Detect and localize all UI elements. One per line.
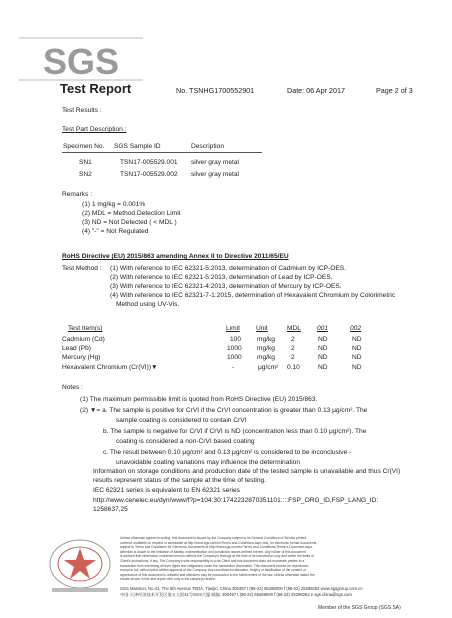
test-method-line: (3) With reference to IEC 62321-4:2013, determination of Mercury by ICP-OES.	[110, 283, 342, 290]
sgs-logo	[19, 36, 143, 82]
results-header-unit: Unit	[256, 325, 268, 332]
table-row-cell: 2	[291, 345, 295, 352]
table-row-cell: SN1	[79, 159, 92, 166]
test-method-line: Method using UV-Vis.	[116, 301, 180, 308]
note-2a-cont: sample coating is considered to contain CrVI	[116, 417, 247, 424]
table-row-cell: Hexavalent Chromium (Cr(VI))▼	[62, 364, 158, 371]
specimen-divider	[62, 152, 262, 153]
disclaimer-line: Unless otherwise agreed in writing, this document is issued by the Company subject to its General Conditions of Service printed	[120, 536, 307, 540]
member-line: Member of the SGS Group (SGS SA)	[318, 605, 401, 611]
remark-item: (2) MDL = Method Detection Limit	[82, 210, 181, 217]
table-row-cell: ND	[352, 364, 362, 371]
test-method-line: (1) With reference to IEC 62321-5:2013, determination of Cadmium by ICP-OES.	[110, 265, 347, 272]
results-header-limit: Limit	[226, 325, 240, 332]
report-number: No. TSNHG1700552901	[176, 86, 255, 95]
results-header-002: 002	[350, 325, 362, 332]
disclaimer-line: overleaf, available on request or accessible at http://www.sgs.com/en/Terms-and-Conditions.aspx and, for electronic format documents,	[120, 540, 318, 545]
disclaimer-line: results shown in this test report refer only to the sample(s) tested.	[120, 577, 216, 582]
note-2b: b. The sample is negative for CrVI if CrVI is ND (concentration less than 0.10 μg/cm²). The	[103, 428, 367, 435]
table-row-cell: silver gray metal	[191, 171, 240, 178]
table-row-cell: ND	[318, 336, 328, 343]
table-row-cell: ND	[318, 354, 328, 361]
notes-label: Notes :	[62, 384, 83, 391]
table-row-cell: ND	[352, 336, 362, 343]
rohs-heading: RoHS Directive (EU) 2015/863 amending Annex II to Directive 2011/65/EU	[62, 253, 289, 260]
sgs-stamp	[44, 534, 116, 598]
storage-info: Information on storage conditions and production date of the tested sample is unavailable and thus Cr(VI)	[93, 468, 401, 475]
cenelec-link-cont: 1258637,25	[93, 506, 128, 513]
table-row-cell: silver gray metal	[191, 159, 240, 166]
results-header-item: Test Item(s)	[68, 325, 103, 332]
cenelec-link[interactable]: http://www.cenelec.eu/dyn/www/f?p=104:30:1742232870351101::::FSP_ORG_ID,FSP_LANG_ID:	[93, 497, 379, 504]
note-2a: (2) ▼= a. The sample is positive for CrVI if the CrVI concentration is greater than 0.13 μg/cm². The	[80, 407, 368, 414]
specimen-header-no: Specimen No.	[63, 143, 105, 150]
test-method-line: (2) With reference to IEC 62321-5:2013, determination of Lead by ICP-OES.	[110, 274, 333, 281]
results-header-mdl: MDL	[287, 325, 301, 332]
table-row-cell: ND	[352, 345, 362, 352]
table-row-cell: 1000	[227, 345, 242, 352]
test-method-line: (4) With reference to IEC 62321-7-1:2015, determination of Hexavalent Chromium by Colorimetric	[110, 292, 396, 299]
disclaimer-line: except in full, without prior written approval of the Company. Any unauthorized alteration, forgery or falsification of the content or	[120, 568, 306, 573]
table-row-cell: Mercury (Hg)	[62, 354, 101, 361]
table-row-cell: Lead (Pb)	[62, 345, 91, 352]
results-header-001: 001	[317, 325, 329, 332]
note-2c-cont: unavoidable coating variations may influence the determination	[116, 459, 301, 466]
storage-info-cont: results represent status of the sample at the time of testing.	[93, 477, 266, 484]
table-row-cell: ND	[318, 345, 328, 352]
iec-equivalence: IEC 62321 series is equivalent to EN 62321 series	[93, 487, 240, 494]
report-date: Date: 06 Apr 2017	[287, 86, 345, 95]
remark-item: (3) ND = Not Detected ( < MDL )	[82, 219, 177, 226]
test-method-label: Test Method :	[62, 265, 102, 272]
disclaimer-line: transaction from exercising all their rights and obligations under the transaction documents. This document cannot be reproduced	[120, 563, 309, 568]
table-row-cell: Cadmium (Cd)	[62, 336, 105, 343]
table-row-cell: mg/kg	[257, 354, 275, 361]
table-row-cell: μg/cm²	[258, 364, 279, 371]
test-part-label: Test Part Description :	[62, 126, 127, 133]
note-1: (1) The maximum permissible limit is quoted from RoHS Directive (EU) 2015/863.	[80, 396, 318, 403]
remark-item: (1) 1 mg/kg = 0.001%	[82, 201, 146, 208]
disclaimer-line: appearance of this document is unlawful and offenders may be prosecuted to the fullest extent of the law. Unless otherwise stated the	[120, 572, 315, 577]
table-row-cell: 2	[291, 354, 295, 361]
disclaimer-line: is advised that information contained hereon reflects the Company's findings at the time of its intervention only and within the limits of	[120, 554, 314, 559]
table-row-cell: ND	[318, 364, 328, 371]
page-number: Page 2 of 3	[376, 86, 413, 95]
specimen-header-id: SGS Sample ID	[114, 143, 161, 150]
test-results-label: Test Results :	[62, 107, 102, 114]
table-row-cell: mg/kg	[257, 336, 275, 343]
table-row-cell: TSN17-005529.002	[120, 171, 178, 178]
specimen-header-desc: Description	[191, 143, 224, 150]
disclaimer-line: subject to Terms and Conditions for Electronic Documents at http://www.sgs.com/en/Terms-and-Conditions/Terms-e-Document.aspx.	[120, 545, 314, 550]
table-row-cell: SN2	[79, 171, 92, 178]
footer-disclaimer	[120, 536, 317, 582]
disclaimer-line: Client's instructions, if any. The Company's sole responsibility is to its Client and this document does not exonerate parties to a	[120, 558, 305, 563]
report-title: Test Report	[60, 81, 132, 96]
table-row-cell: TSN17-005529.001	[120, 159, 178, 166]
note-2c: c. The result between 0.10 μg/cm² and 0.13 μg/cm² is considered to be inconclusive -	[103, 449, 352, 456]
note-2b-cont: coating is considered a non-CrVI based coating	[116, 438, 255, 445]
remarks-label: Remarks :	[62, 191, 93, 198]
table-row-cell: 1000	[227, 354, 242, 361]
remark-item: (4) "-" = Not Regulated	[82, 228, 149, 235]
logo-text: SGS	[42, 41, 120, 82]
table-row-cell: mg/kg	[257, 345, 275, 352]
footer-address-cn: 中国·天津经济技术开发区第五大街41号SGS大厦 邮编: 300457 t (86-22) 65288000 f (86-22) 25298252 e sgs.china@sgs.com	[120, 592, 352, 597]
table-row-cell: 2	[291, 336, 295, 343]
disclaimer-line: Attention is drawn to the limitation of liability, indemnification and jurisdiction issues defined therein. Any holder of this document	[120, 549, 306, 554]
table-row-cell: ND	[352, 354, 362, 361]
table-row-cell: 100	[230, 336, 242, 343]
table-row-cell: 0.10	[287, 364, 300, 371]
table-row-cell: -	[232, 364, 235, 371]
footer-address: SGS Mansion, No.41, The 5th Avenue TEDA, Tianjin, China 300457 t (86-22) 65288000 f (86-22) 25298252 www.sgsgroup.com.cn	[120, 586, 363, 591]
